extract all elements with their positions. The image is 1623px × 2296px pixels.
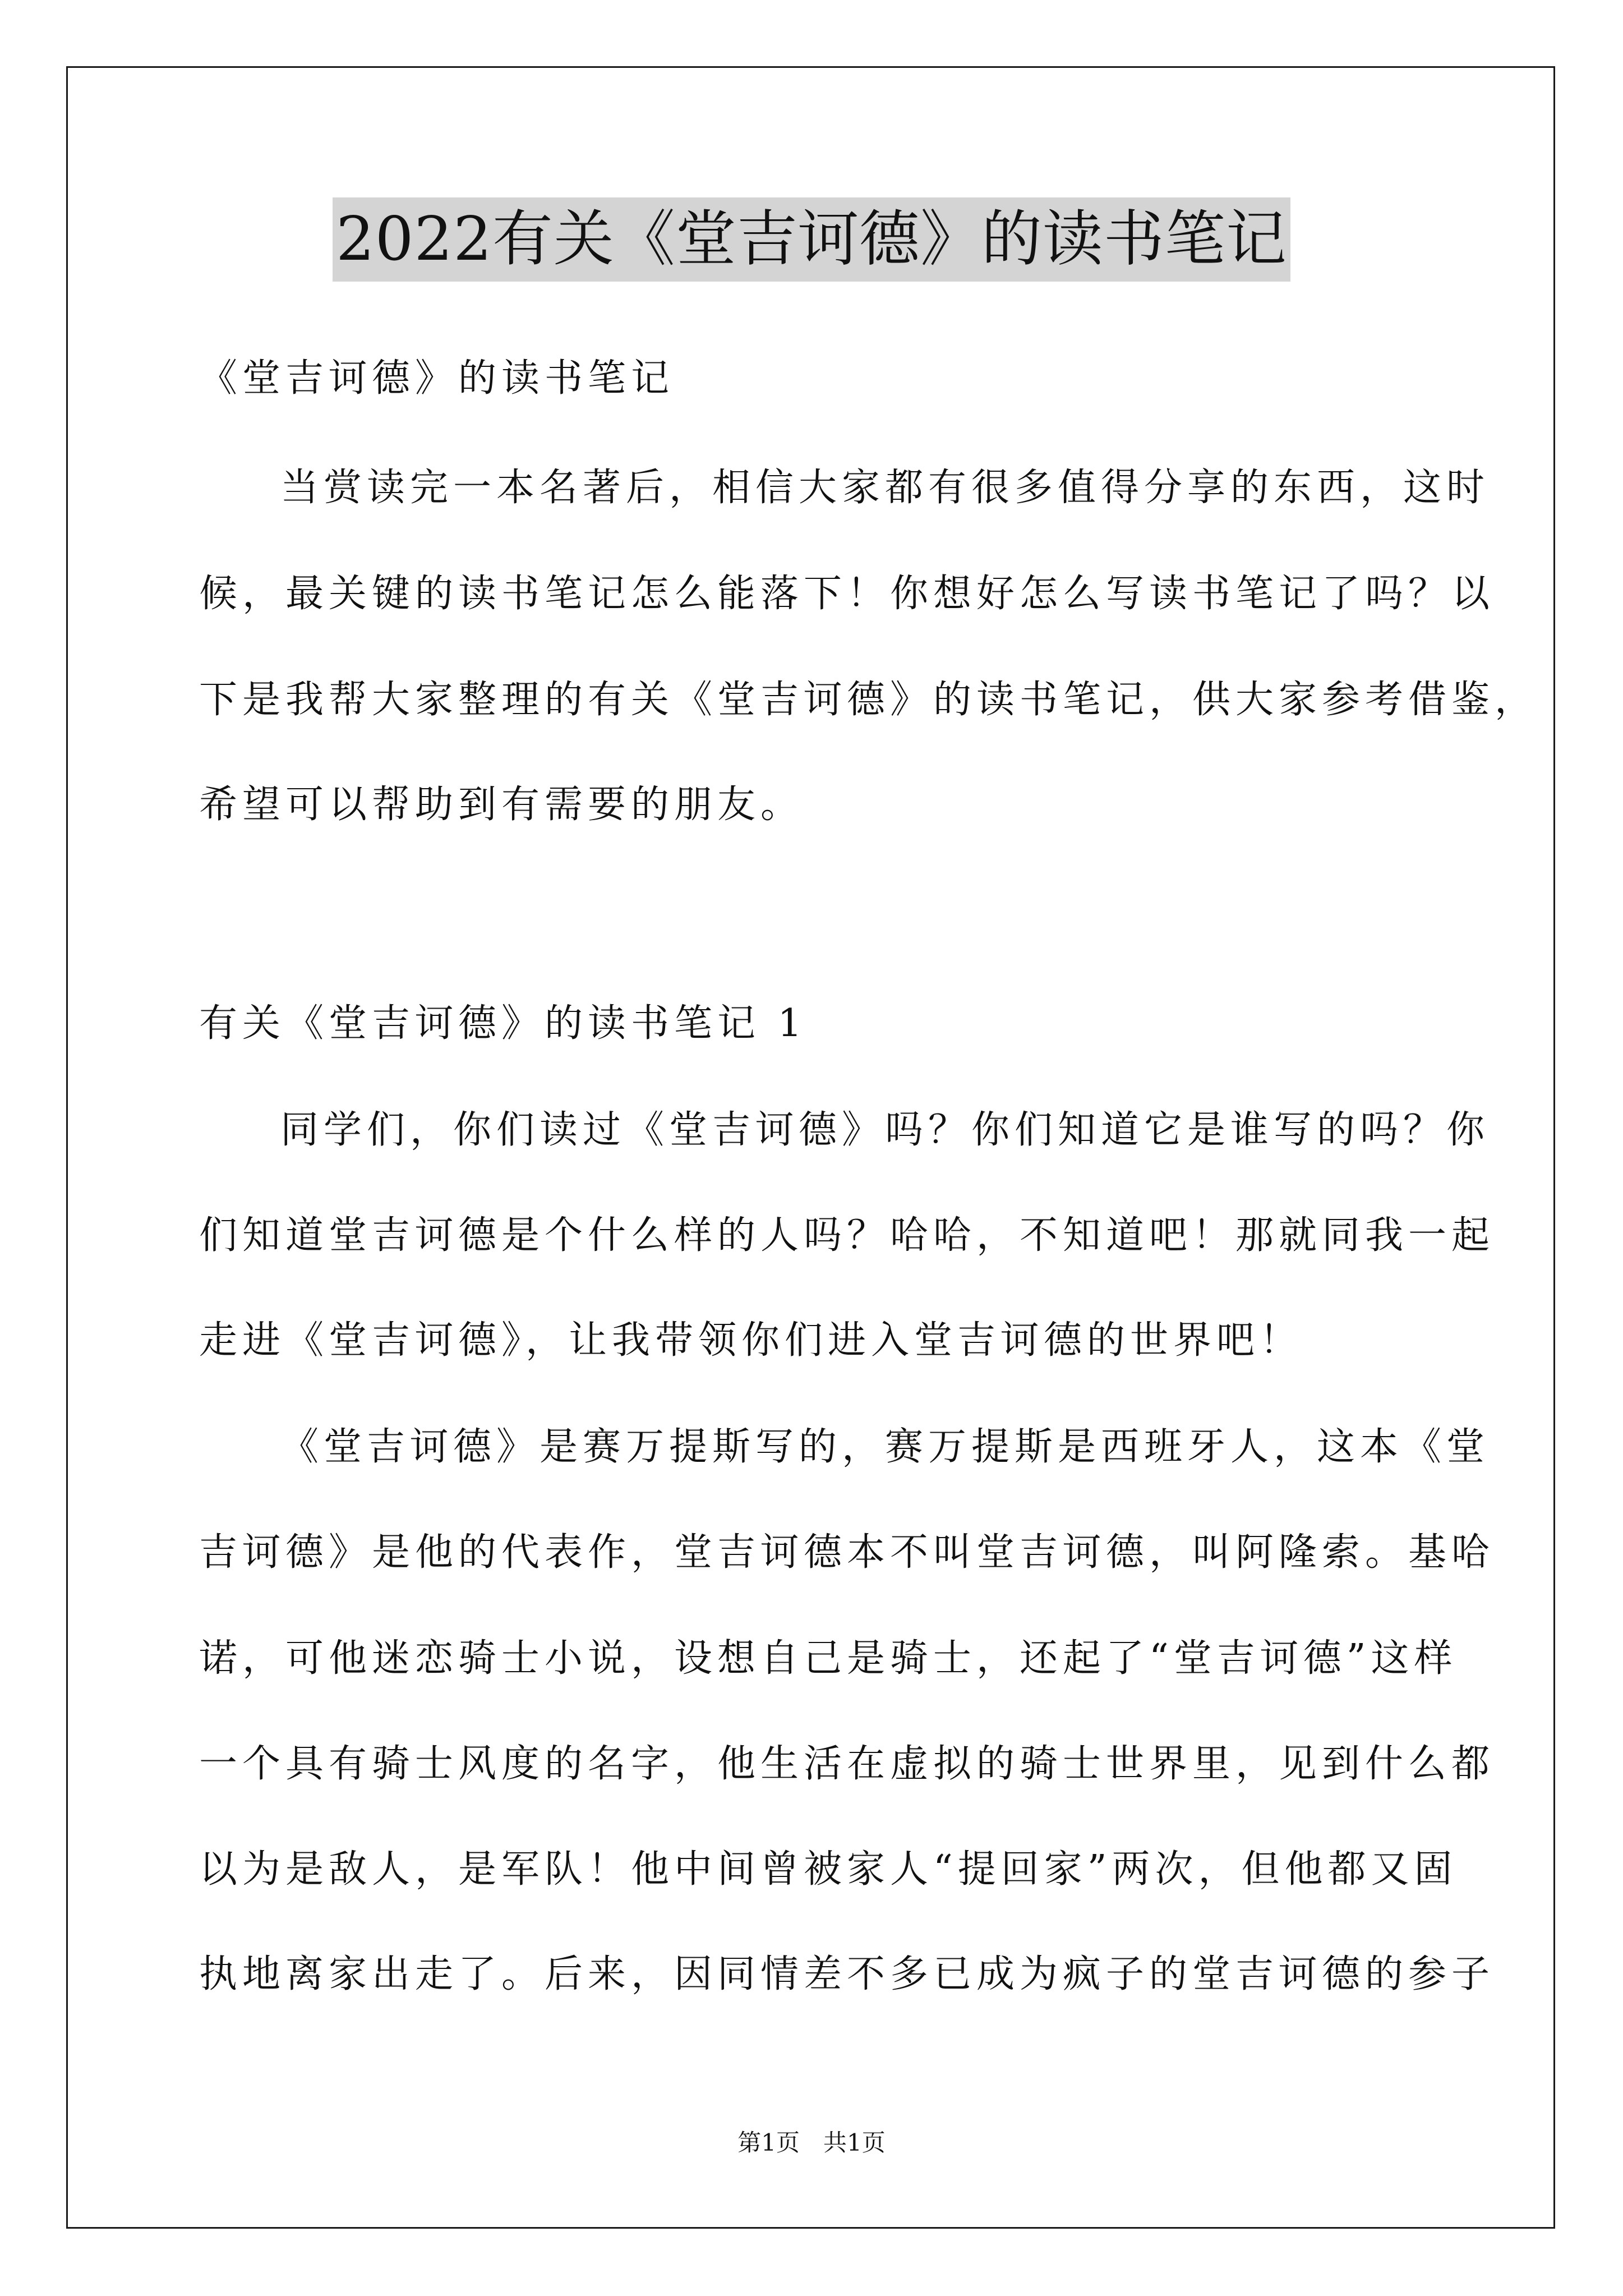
intro-line: 当赏读完一本名著后，相信大家都有很多值得分享的东西，这时: [280, 466, 1490, 510]
paragraph-line: 以为是敌人，是军队！他中间曾被家人“提回家”两次，但他都又固: [199, 1847, 1458, 1892]
paragraph-line: 《堂吉诃德》是赛万提斯写的，赛万提斯是西班牙人，这本《堂: [280, 1425, 1490, 1469]
intro-line: 候，最关键的读书笔记怎么能落下！你想好怎么写读书笔记了吗？以: [199, 572, 1495, 616]
page-footer: 第1页 共1页: [737, 2129, 886, 2156]
intro-line: 下是我帮大家整理的有关《堂吉诃德》的读书笔记，供大家参考借鉴，: [199, 678, 1538, 722]
title-container: [0, 197, 1623, 282]
paragraph-line: 诺，可他迷恋骑士小说，设想自己是骑士，还起了“堂吉诃德”这样: [199, 1636, 1458, 1681]
paragraph-line: 走进《堂吉诃德》，让我带领你们进入堂吉诃德的世界吧！: [199, 1318, 1303, 1363]
paragraph-line: 一个具有骑士风度的名字，他生活在虚拟的骑士世界里，见到什么都: [199, 1742, 1495, 1786]
paragraph-line: 执地离家出走了。后来，因同情差不多已成为疯子的堂吉诃德的参子: [199, 1952, 1495, 1996]
document-title: 2022有关《堂吉诃德》的读书笔记: [333, 197, 1290, 282]
paragraph-line: 吉诃德》是他的代表作，堂吉诃德本不叫堂吉诃德，叫阿隆索。基哈: [199, 1530, 1495, 1575]
paragraph-line: 同学们，你们读过《堂吉诃德》吗？你们知道它是谁写的吗？你: [280, 1108, 1490, 1152]
intro-heading: 《堂吉诃德》的读书笔记: [199, 356, 675, 401]
paragraph-line: 们知道堂吉诃德是个什么样的人吗？哈哈，不知道吧！那就同我一起: [199, 1213, 1495, 1258]
intro-line: 希望可以帮助到有需要的朋友。: [199, 783, 804, 827]
section-heading: 有关《堂吉诃德》的读书笔记 1: [199, 1001, 807, 1046]
